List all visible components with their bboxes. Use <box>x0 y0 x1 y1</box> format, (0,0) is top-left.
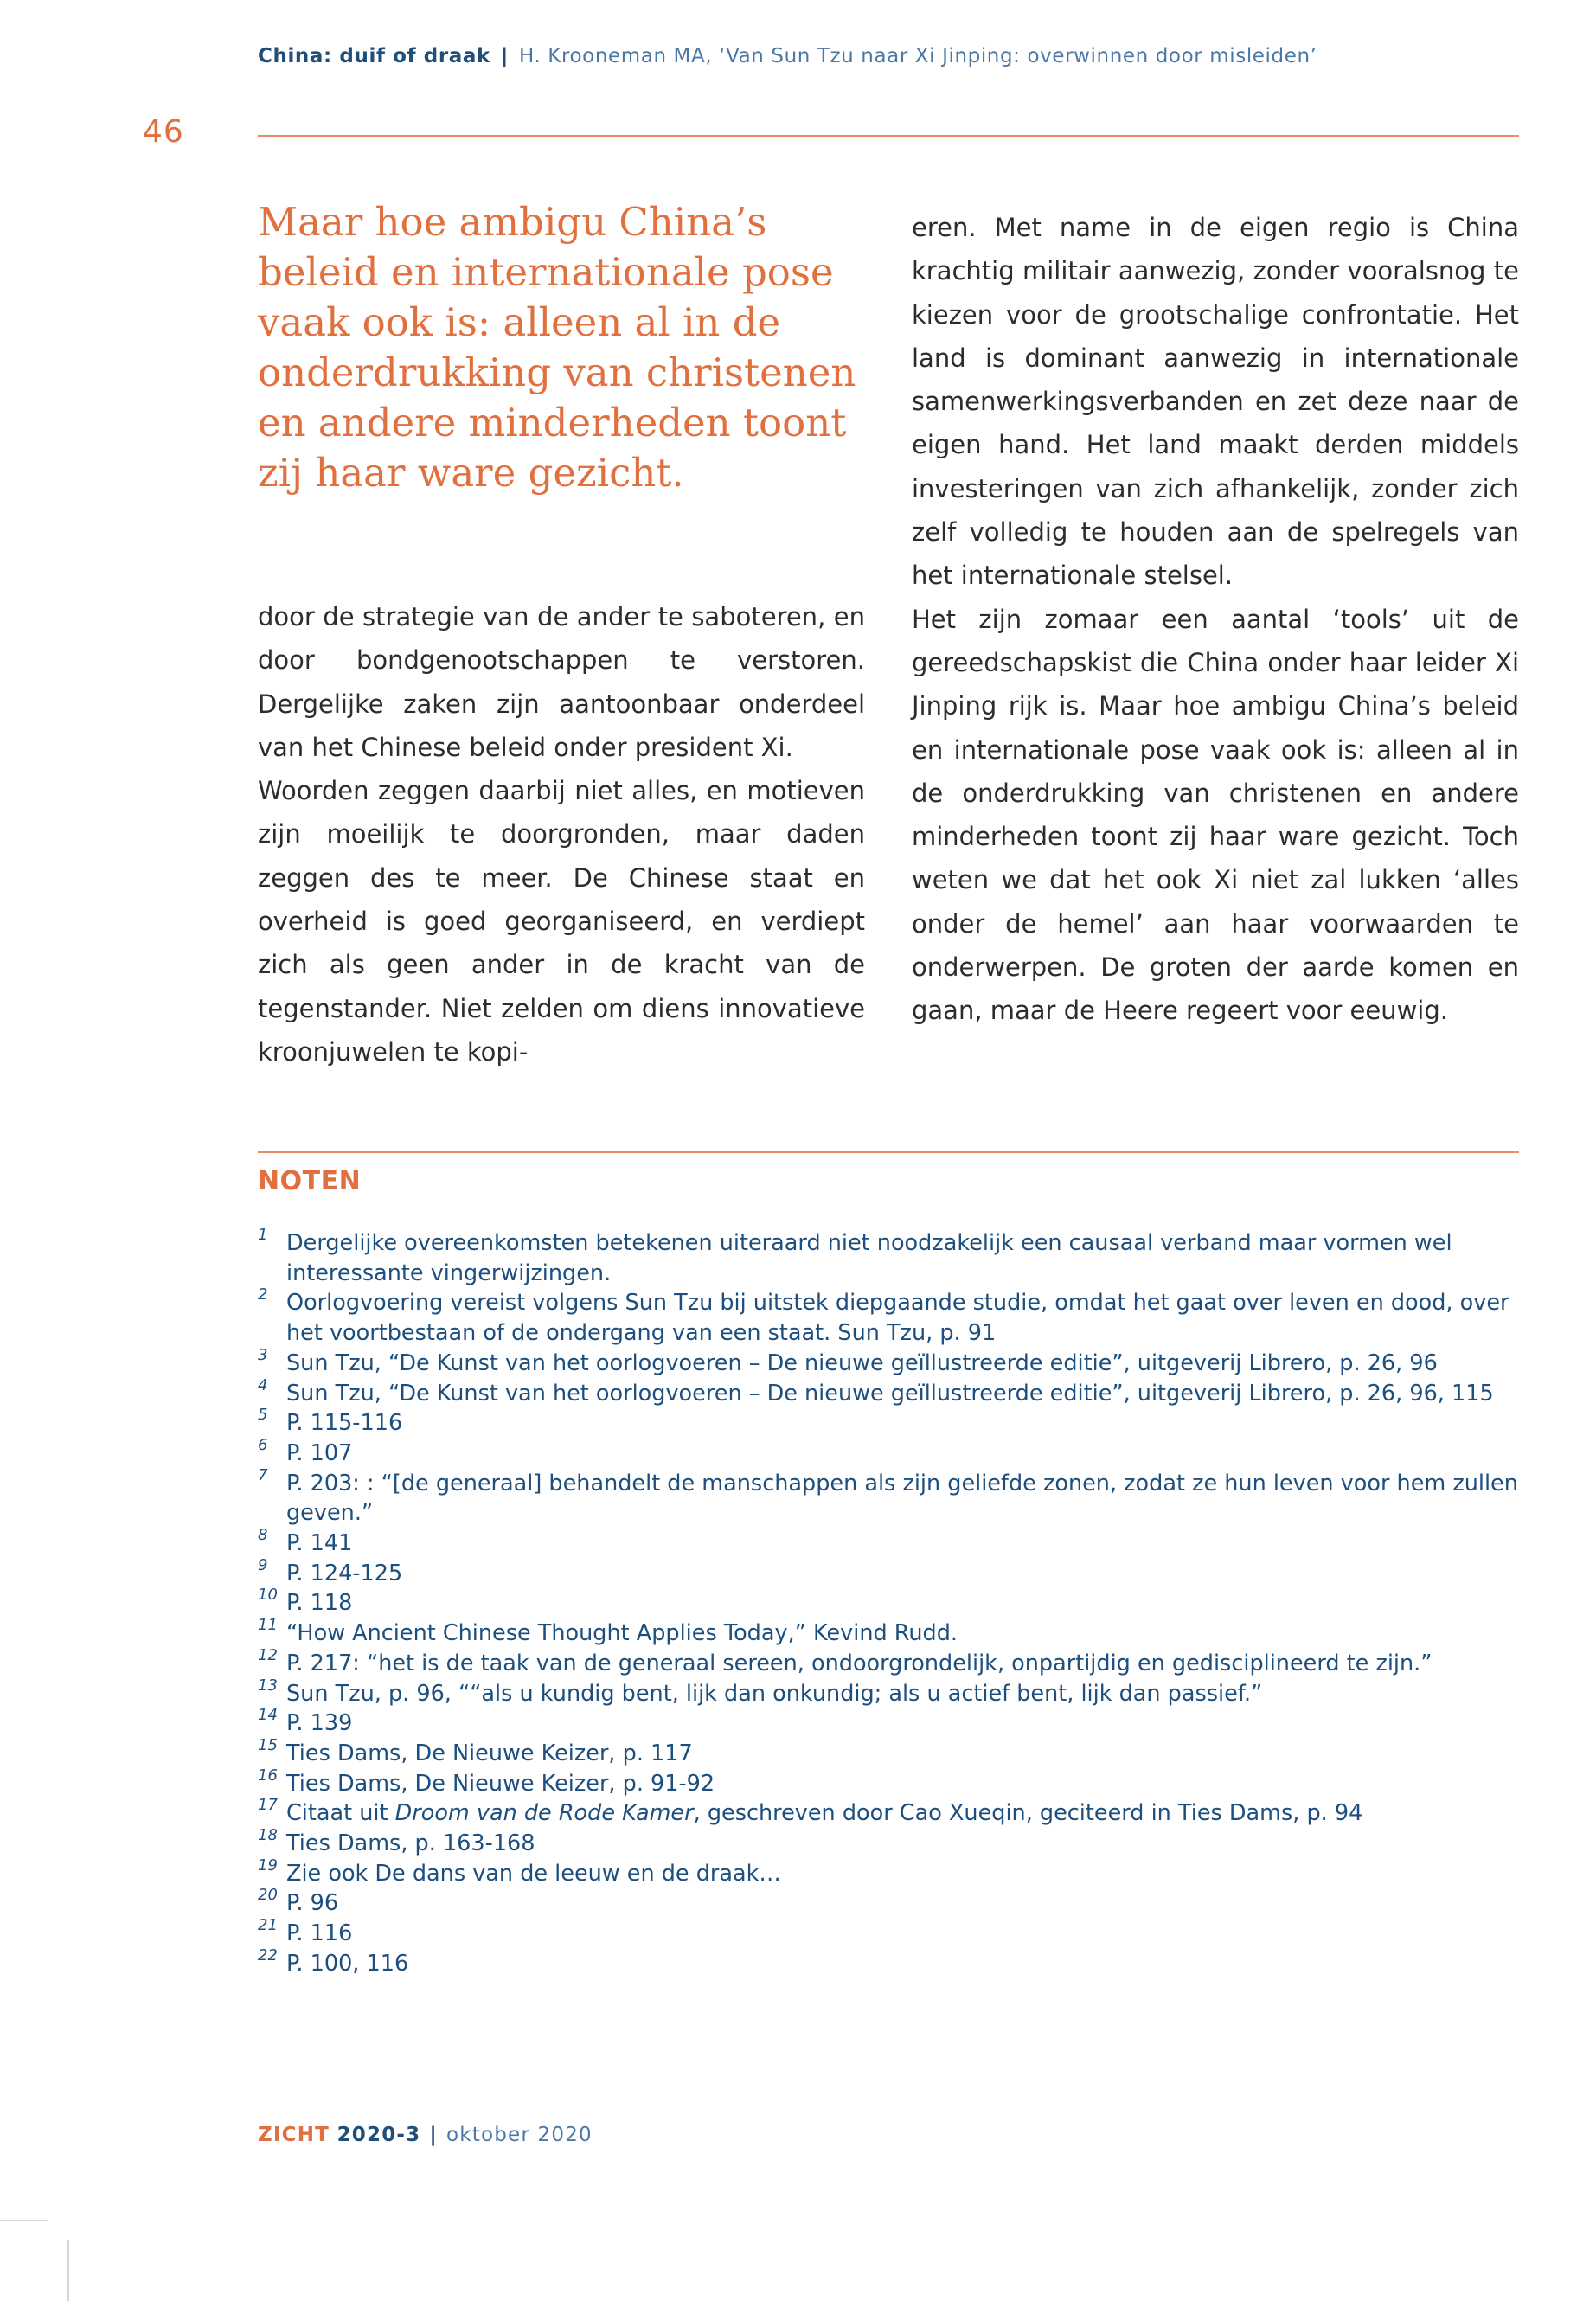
footnote <box>258 1676 1521 1709</box>
magazine-name: ZICHT <box>258 2124 330 2146</box>
footnote-text: P. 115-116 <box>286 1410 403 1437</box>
footnote-number: 21 <box>258 1916 278 1935</box>
footnote-number: 8 <box>258 1526 268 1545</box>
footnote <box>258 1735 1521 1769</box>
footnote-number: 19 <box>258 1856 278 1875</box>
footnote-number: 15 <box>258 1735 278 1754</box>
footnote-text: Zie ook De dans van de leeuw en de draak… <box>286 1860 781 1887</box>
footnote <box>258 1285 1521 1348</box>
footnote-text <box>286 1800 1362 1826</box>
footnote-text: P. 217: “het is de taak van de generaal sereen, ondoorgrondelijk, onpartijdig en gedisciplineerd te zijn.” <box>286 1650 1433 1676</box>
footnote-text: Oorlogvoering vereist volgens Sun Tzu bij uitstek diepgaande studie, omdat het gaat over leven en dood, over het voortbestaan of de ondergang van een staat. Sun Tzu, p. 91 <box>286 1290 1509 1347</box>
footnote <box>258 1375 1521 1409</box>
crop-mark-vertical <box>67 2240 69 2301</box>
footnote <box>258 1645 1521 1679</box>
footnote <box>258 1916 1521 1949</box>
footnote-text-part: Citaat uit <box>286 1800 395 1827</box>
footnote-text-part: , geschreven door Cao Xueqin, geciteerd in Ties Dams, p. 94 <box>693 1800 1363 1827</box>
body-column-left <box>258 595 865 1074</box>
footnote-number: 17 <box>258 1796 278 1815</box>
body-paragraph: Woorden zeggen daarbij niet alles, en motieven zijn moeilijk te doorgronden, maar daden zeggen des te meer. De Chinese staat en overheid is goed georganiseerd, en verdiept zich als geen ander in de kracht van de tegenstander. Niet zelden om diens innovatieve kroonjuwelen te kopi- <box>258 776 865 1067</box>
footnote-text: P. 100, 116 <box>286 1950 409 1977</box>
article-citation: H. Krooneman MA, ‘Van Sun Tzu naar Xi Jinping: overwinnen door misleiden’ <box>518 45 1317 67</box>
footnote <box>258 1345 1521 1379</box>
footnote <box>258 1798 1521 1829</box>
body-column-right <box>912 206 1519 1033</box>
footnote-number: 16 <box>258 1766 278 1785</box>
page-footer <box>258 2124 593 2146</box>
footnote-text: Sun Tzu, p. 96, ““als u kundig bent, lijk dan onkundig; als u actief bent, lijk dan passief.” <box>286 1680 1263 1707</box>
notes-heading: NOTEN <box>258 1166 362 1196</box>
pull-quote: Maar hoe ambigu China’s beleid en internationale pose vaak ook is: alleen al in de onderdrukking van christenen en andere minderheden toont zij haar ware gezicht. <box>258 199 856 496</box>
footnote <box>258 1945 1521 1979</box>
footnote-number: 7 <box>258 1465 268 1484</box>
footnote <box>258 1708 1521 1739</box>
footnote-text: P. 124-125 <box>286 1560 403 1586</box>
running-header <box>258 45 1521 67</box>
footnote-number: 12 <box>258 1645 278 1664</box>
footnote-text: Sun Tzu, “De Kunst van het oorlogvoeren – De nieuwe geïllustreerde editie”, uitgeverij Librero, p. 26, 96 <box>286 1349 1438 1376</box>
footnote-text: P. 141 <box>286 1530 353 1557</box>
footnote-text: Ties Dams, p. 163-168 <box>286 1830 535 1857</box>
footnote <box>258 1588 1521 1618</box>
footnote-number: 20 <box>258 1886 278 1905</box>
footnote-number: 6 <box>258 1435 268 1454</box>
issue-number: 2020-3 <box>337 2124 421 2146</box>
footer-separator: | <box>429 2124 438 2146</box>
footnote-text: P. 203: : “[de generaal] behandelt de manschappen als zijn geliefde zonen, zodat ze hun leven voor hem zullen geven.” <box>286 1470 1518 1527</box>
footnote <box>258 1555 1521 1589</box>
notes-list <box>258 1228 1521 1979</box>
section-title: China: duif of draak <box>258 45 490 67</box>
footnote <box>258 1408 1521 1439</box>
footnote-text: P. 118 <box>286 1590 353 1617</box>
footnote-text: Ties Dams, De Nieuwe Keizer, p. 91-92 <box>286 1770 715 1797</box>
body-paragraph: eren. Met name in de eigen regio is China krachtig militair aanwezig, zonder vooralsnog te kiezen voor de grootschalige confrontatie. Het land is dominant aanwezig in internationale samenwerkingsverbanden en zet deze naar de eigen hand. Het land maakt derden middels investeringen van zich afhankelijk, zonder zich zelf volledig te houden aan de spelregels van het internationale stelsel. <box>912 213 1519 591</box>
footnote-number: 11 <box>258 1616 278 1635</box>
body-paragraph: Het zijn zomaar een aantal ‘tools’ uit de gereedschapskist die China onder haar leider Xi Jinping rijk is. Maar hoe ambigu China’s beleid en internationale pose vaak ook is: alleen al in de onderdrukking van christenen en andere minderheden toont zij haar ware gezicht. Toch weten we dat het ook Xi niet zal lukken ‘alles onder de hemel’ aan haar voorwaarden te onderwerpen. De groten der aarde komen en gaan, maar de Heere regeert voor eeuwig. <box>912 604 1519 1026</box>
footnote <box>258 1888 1521 1919</box>
footnote-number: 14 <box>258 1706 278 1725</box>
footnote-number: 1 <box>258 1226 268 1244</box>
footnote-number: 22 <box>258 1945 278 1965</box>
footnote-number: 10 <box>258 1586 278 1605</box>
footnote-number: 4 <box>258 1375 268 1394</box>
footnote-text: Sun Tzu, “De Kunst van het oorlogvoeren – De nieuwe geïllustreerde editie”, uitgeverij Librero, p. 26, 96, 115 <box>286 1380 1494 1407</box>
footnote-text: “How Ancient Chinese Thought Applies Today,” Kevind Rudd. <box>286 1620 958 1647</box>
footnote-text: P. 96 <box>286 1890 339 1917</box>
footnote <box>258 1526 1521 1559</box>
footnote-number: 13 <box>258 1676 278 1695</box>
footnote-number: 5 <box>258 1406 268 1425</box>
footnote <box>258 1618 1521 1649</box>
footnote <box>258 1465 1521 1529</box>
book-title: Droom van de Rode Kamer <box>394 1800 694 1827</box>
footnote-text: P. 139 <box>286 1710 353 1737</box>
footnote-text: P. 116 <box>286 1920 353 1947</box>
footnote <box>258 1766 1521 1799</box>
footnote <box>258 1228 1521 1288</box>
footnote-number: 18 <box>258 1826 278 1845</box>
footnote <box>258 1435 1521 1469</box>
footnote <box>258 1826 1521 1859</box>
footnote <box>258 1856 1521 1889</box>
body-paragraph: door de strategie van de ander te saboteren, en door bondgenootschappen te verstoren. Dergelijke zaken zijn aantoonbaar onderdeel van het Chinese beleid onder president Xi. <box>258 602 865 762</box>
top-divider <box>258 135 1519 137</box>
footnote-text: Dergelijke overeenkomsten betekenen uiteraard niet noodzakelijk een causaal verband maar vormen wel interessante vingerwijzingen. <box>286 1230 1452 1286</box>
footnote-number: 9 <box>258 1555 268 1574</box>
footnote-text: P. 107 <box>286 1439 353 1466</box>
footnote-number: 3 <box>258 1345 268 1364</box>
crop-mark-horizontal <box>0 2220 48 2221</box>
issue-date: oktober 2020 <box>445 2124 593 2146</box>
notes-divider <box>258 1151 1519 1153</box>
footnote-text: Ties Dams, De Nieuwe Keizer, p. 117 <box>286 1740 693 1766</box>
page-number: 46 <box>143 114 184 150</box>
footnote-number: 2 <box>258 1285 268 1304</box>
header-separator: | <box>500 45 509 67</box>
